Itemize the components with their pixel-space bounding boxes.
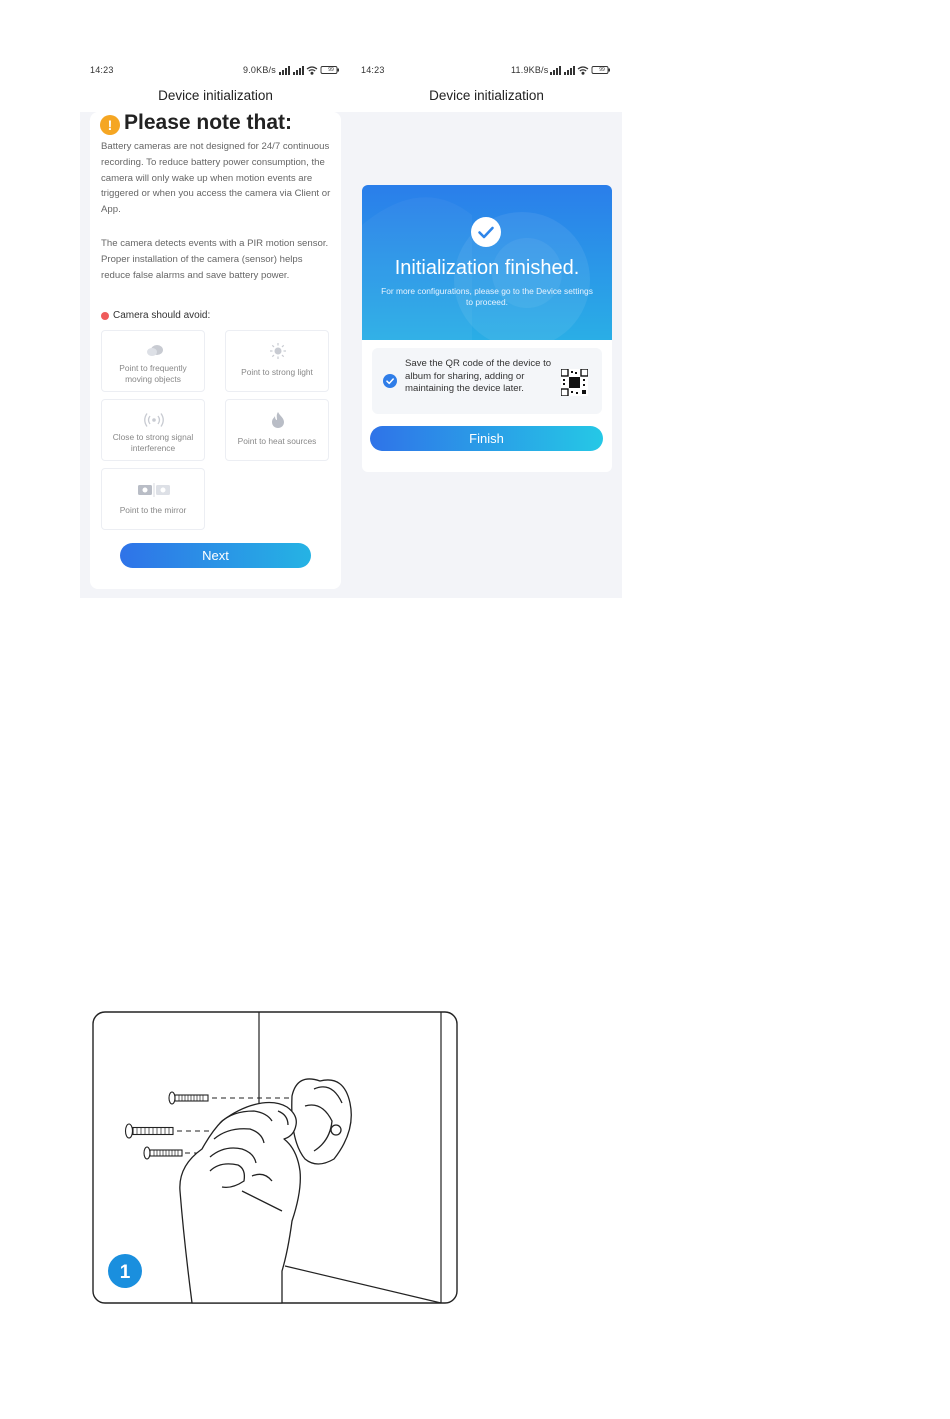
cellular-signal-icon bbox=[279, 66, 304, 75]
avoid-item-label: Close to strong signal interference bbox=[112, 432, 194, 453]
right-header-title: Device initialization bbox=[429, 88, 544, 103]
avoid-item-label: Point to the mirror bbox=[119, 505, 187, 515]
camera-mirror-icon bbox=[102, 481, 206, 497]
status-time-right: 14:23 bbox=[361, 65, 385, 75]
wifi-icon bbox=[578, 67, 588, 74]
checkbox-checked-icon[interactable] bbox=[383, 374, 397, 388]
status-time: 14:23 bbox=[90, 65, 114, 75]
avoid-item-label: Point to heat sources bbox=[237, 436, 317, 446]
installation-illustration bbox=[92, 1011, 458, 1305]
note-title: Please note that: bbox=[124, 111, 293, 134]
qr-code-icon bbox=[561, 369, 588, 396]
avoid-label: Camera should avoid: bbox=[113, 310, 211, 321]
finish-button[interactable]: Finish bbox=[370, 426, 603, 451]
wifi-icon bbox=[307, 67, 317, 74]
init-banner bbox=[362, 185, 612, 340]
step-number: 1 bbox=[119, 1262, 131, 1283]
app-screenshots bbox=[80, 57, 622, 598]
signal-icon bbox=[102, 412, 206, 428]
avoid-item-moving-objects bbox=[101, 330, 205, 392]
save-qr-text: Save the QR code of the device to album for sharing, adding or maintaining the device later. bbox=[405, 358, 552, 395]
avoid-item-mirror bbox=[101, 468, 205, 530]
note-paragraph-1: Battery cameras are not designed for 24/7 continuous recording. To reduce battery power consumption, the camera will only wake up when motion events are triggered or when you access the camera via Client or App. bbox=[101, 141, 331, 216]
warning-icon: ! bbox=[100, 115, 120, 135]
note-paragraph-2: The camera detects events with a PIR motion sensor. Proper installation of the camera (sensor) helps reduce false alarms and save battery power. bbox=[101, 238, 329, 281]
battery-level-right: 99 bbox=[599, 66, 605, 73]
sun-icon bbox=[226, 343, 330, 359]
flame-icon bbox=[226, 412, 330, 428]
status-network-speed-right: 11.9KB/s bbox=[511, 65, 549, 75]
avoid-item-heat-sources bbox=[225, 399, 329, 461]
avoid-bullet-icon bbox=[101, 312, 109, 320]
init-subtitle: For more configurations, please go to the Device settings to proceed. bbox=[381, 286, 593, 307]
right-content-card bbox=[362, 185, 612, 472]
next-button[interactable]: Next bbox=[120, 543, 311, 568]
avoid-item-strong-light bbox=[225, 330, 329, 392]
cellular-signal-icon bbox=[550, 66, 575, 75]
save-qr-option[interactable] bbox=[372, 348, 602, 414]
left-header-title: Device initialization bbox=[158, 88, 273, 103]
moving-objects-icon bbox=[102, 343, 206, 359]
success-check-icon bbox=[471, 217, 501, 247]
init-title: Initialization finished. bbox=[394, 257, 580, 279]
avoid-item-label: Point to frequently moving objects bbox=[119, 363, 187, 384]
avoid-item-signal-interference bbox=[101, 399, 205, 461]
avoid-item-label: Point to strong light bbox=[241, 367, 313, 377]
battery-level: 99 bbox=[328, 66, 334, 73]
status-network-speed: 9.0KB/s bbox=[243, 65, 276, 75]
